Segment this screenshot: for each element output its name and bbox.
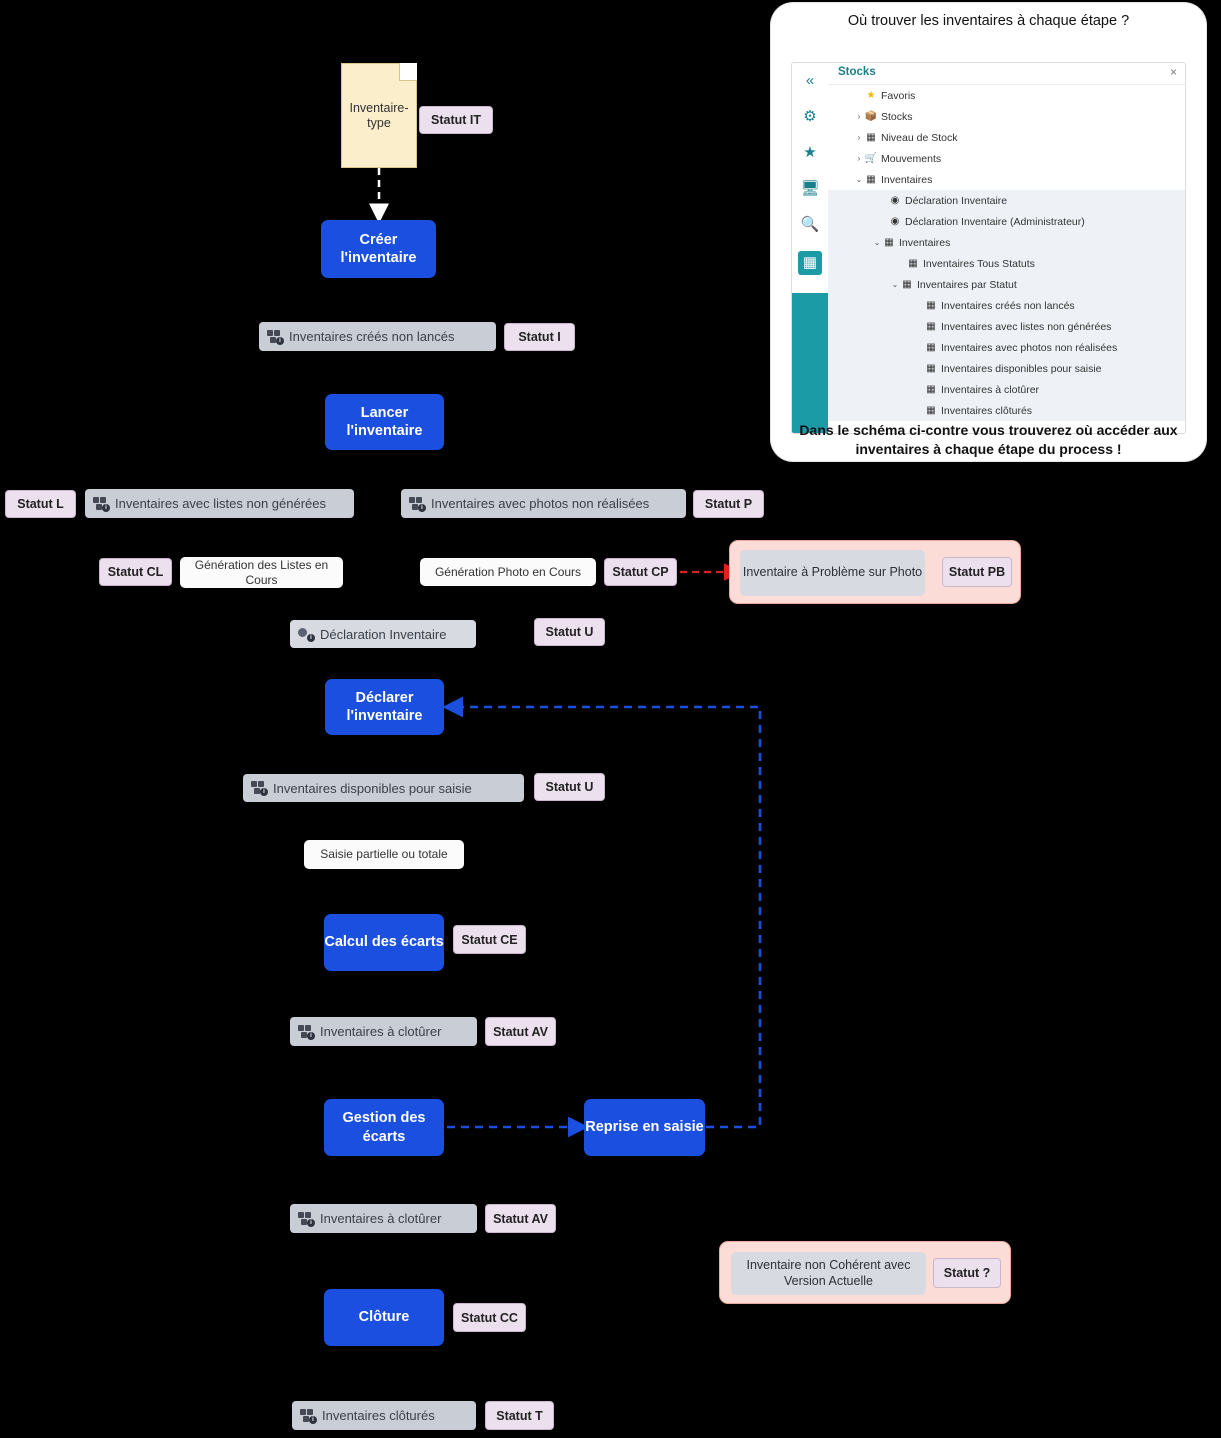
problem-photo-label: Inventaire à Problème sur Photo (742, 565, 923, 580)
gear-icon[interactable]: ⚙ (803, 108, 817, 125)
task-generation-photo (420, 558, 596, 586)
tree-item-label: Niveau de Stock (881, 131, 958, 144)
menu-label: Inventaires à clotûrer (320, 1211, 442, 1226)
close-icon[interactable]: × (1169, 65, 1177, 79)
rail-highlight (792, 293, 828, 433)
statut-cl (99, 558, 172, 586)
statut-it-label: Statut IT (431, 113, 481, 127)
step-reprise-en-saisie[interactable] (584, 1099, 705, 1156)
search-icon[interactable]: 🔍 (800, 216, 820, 233)
menu-label: Inventaires créés non lancés (289, 329, 455, 344)
menu-label: Inventaires à clotûrer (320, 1024, 442, 1039)
tree-item-photos-non-realisees[interactable] (828, 337, 1185, 358)
problem-coherence-group (719, 1241, 1011, 1304)
statut-u-1-label: Statut U (545, 625, 594, 639)
step-gestion-ecarts-label: Gestion des écarts (342, 1110, 426, 1145)
inventory-icon: i (300, 1409, 316, 1423)
problem-coherence-box (731, 1252, 926, 1295)
step-creer-inventaire[interactable] (321, 220, 436, 278)
inventory-icon: ▦ (926, 384, 936, 395)
statut-cc-label: Statut CC (461, 1310, 518, 1325)
callout-footer: Dans le schéma ci-contre vous trouverez où accéder aux inventaires à chaque étape du process ! (799, 422, 1178, 457)
statut-inconnu (933, 1258, 1001, 1288)
inventory-icon: ▦ (884, 237, 894, 248)
declaration-icon: ◉ (890, 195, 900, 206)
app-title: Stocks (838, 66, 876, 78)
collapse-icon[interactable]: « (805, 72, 815, 89)
statut-av-2-label: Statut AV (493, 1211, 548, 1226)
star-icon[interactable]: ★ (803, 144, 817, 161)
inventory-icon: i (267, 330, 283, 344)
statut-cl-label: Statut CL (107, 565, 164, 579)
menu-label: Inventaires avec photos non réalisées (431, 496, 650, 511)
task-generation-listes-label: Génération des Listes en Cours (194, 558, 329, 587)
step-gestion-ecarts[interactable] (324, 1099, 444, 1156)
tree-item-label: Inventaires (899, 236, 951, 249)
task-saisie-partielle-label: Saisie partielle ou totale (320, 847, 448, 862)
tree-item-label: Inventaires (881, 173, 933, 186)
step-declarer-inventaire-label: Déclarer l'inventaire (346, 689, 423, 724)
tree-item-label: Déclaration Inventaire (Administrateur) (905, 215, 1085, 228)
inventory-icon: i (251, 781, 267, 795)
tree-item-label: Inventaires disponibles pour saisie (941, 362, 1102, 375)
menu-inventaires-clotures[interactable] (292, 1401, 476, 1430)
statut-u-2 (534, 773, 605, 801)
tree-item-label: Inventaires à clotûrer (941, 383, 1040, 396)
tree-item-crees-non-lances[interactable] (828, 295, 1185, 316)
tree-item-stocks[interactable] (828, 106, 1185, 127)
chevron-right-icon[interactable]: › (857, 133, 861, 142)
stock-icon[interactable]: ▦ (798, 251, 822, 275)
statut-u-2-label: Statut U (545, 780, 594, 794)
problem-coherence-label: Inventaire non Cohérent avec Version Actuelle (746, 1257, 911, 1288)
step-cloture[interactable] (324, 1289, 444, 1346)
tree-item-label: Favoris (881, 89, 916, 102)
declaration-icon: ◉ (890, 216, 900, 227)
chevron-down-icon[interactable]: ⌄ (873, 238, 881, 247)
tree-item-niveau-de-stock[interactable] (828, 127, 1185, 148)
menu-inventaires-listes-non-generees[interactable] (85, 489, 354, 518)
tree-item-label: Mouvements (881, 152, 942, 165)
inventory-icon: ▦ (926, 342, 936, 353)
statut-l (5, 490, 76, 518)
statut-i (504, 323, 575, 351)
statut-l-label: Statut L (17, 497, 64, 511)
star-icon: ★ (866, 90, 876, 101)
menu-inventaires-a-cloturer-1[interactable] (290, 1017, 477, 1046)
problem-photo-group (729, 540, 1021, 604)
inventory-icon: i (93, 497, 109, 511)
note-label: Inventaire-type (349, 100, 409, 130)
statut-p-label: Statut P (704, 497, 753, 511)
chevron-right-icon[interactable]: › (857, 154, 861, 163)
menu-label: Inventaires disponibles pour saisie (273, 780, 472, 796)
monitor-icon[interactable]: 🖥 (800, 180, 820, 197)
declaration-icon: i (298, 627, 314, 641)
tree-item-label: Inventaires créés non lancés (941, 299, 1075, 312)
note-inventaire-type (341, 63, 417, 168)
tree-item-label: Stocks (881, 110, 913, 123)
statut-t-label: Statut T (496, 1408, 543, 1423)
inventory-icon: ▦ (908, 258, 918, 269)
chevron-down-icon[interactable]: ⌄ (891, 280, 899, 289)
statut-cc (453, 1303, 526, 1332)
statut-av-1 (485, 1017, 556, 1046)
statut-i-label: Statut I (518, 330, 561, 344)
statut-inconnu-label: Statut ? (943, 1266, 991, 1280)
inventory-icon: ▦ (926, 405, 936, 416)
stocks-screenshot (791, 62, 1186, 434)
statut-p (693, 490, 764, 518)
callout-title: Où trouver les inventaires à chaque étape ? (847, 13, 1130, 29)
menu-label: Inventaires avec listes non générées (115, 496, 327, 511)
statut-it (419, 106, 493, 134)
statut-av-1-label: Statut AV (493, 1024, 548, 1039)
task-generation-photo-label: Génération Photo en Cours (434, 564, 582, 579)
cart-icon: 🛒 (864, 153, 878, 164)
step-calcul-ecarts[interactable] (324, 914, 444, 971)
menu-inventaires-disponibles-saisie[interactable] (243, 774, 524, 802)
statut-pb-label: Statut PB (948, 565, 1006, 579)
tree-item-declaration-inventaire-admin[interactable] (828, 211, 1185, 232)
step-lancer-inventaire-label: Lancer l'inventaire (346, 404, 423, 439)
inventory-icon: ▦ (902, 279, 912, 290)
step-reprise-en-saisie-label: Reprise en saisie (585, 1119, 704, 1136)
navigation-tree (828, 85, 1185, 433)
task-generation-listes (180, 557, 343, 588)
tree-item-label: Déclaration Inventaire (905, 194, 1008, 207)
statut-t (485, 1401, 554, 1430)
stock-icon: ▦ (866, 132, 876, 143)
tree-item-label: Inventaires Tous Statuts (923, 257, 1035, 270)
inventory-icon: i (298, 1025, 314, 1039)
statut-cp (604, 558, 677, 586)
tree-item-disponibles-pour-saisie[interactable] (828, 358, 1185, 379)
tree-item-label: Inventaires clôturés (941, 404, 1033, 417)
tree-item-label: Inventaires avec listes non générées (941, 320, 1112, 333)
tree-item-a-cloturer[interactable] (828, 379, 1185, 400)
inventory-icon: i (298, 1212, 314, 1226)
step-lancer-inventaire[interactable] (325, 394, 444, 450)
statut-cp-label: Statut CP (612, 565, 669, 579)
statut-av-2 (485, 1204, 556, 1233)
inventory-icon: ▦ (926, 363, 936, 374)
statut-pb (942, 557, 1012, 587)
menu-inventaires-crees-non-lances[interactable] (259, 322, 496, 351)
statut-ce (453, 925, 526, 954)
problem-photo-box (740, 550, 925, 596)
menu-inventaires-photos-non-realisees[interactable] (401, 489, 686, 518)
tree-item-label: Inventaires avec photos non réalisées (941, 341, 1118, 354)
tree-item-inventaires[interactable] (828, 169, 1185, 190)
tree-item-inventaires-sub[interactable] (828, 232, 1185, 253)
menu-inventaires-a-cloturer-2[interactable] (290, 1204, 477, 1233)
tree-item-mouvements[interactable] (828, 148, 1185, 169)
step-creer-inventaire-label: Créer l'inventaire (340, 231, 417, 266)
step-declarer-inventaire[interactable] (325, 679, 444, 735)
tree-item-inventaires-tous-statuts[interactable] (828, 253, 1185, 274)
step-cloture-label: Clôture (358, 1309, 410, 1326)
menu-declaration-inventaire[interactable] (290, 620, 476, 648)
tree-item-declaration-inventaire[interactable] (828, 190, 1185, 211)
callout-panel (771, 3, 1206, 461)
note-fold (399, 63, 417, 81)
inventory-icon: ▦ (926, 321, 936, 332)
inventory-icon: ▦ (866, 174, 876, 185)
chevron-down-icon[interactable]: ⌄ (855, 175, 863, 184)
task-saisie-partielle (304, 840, 464, 869)
step-calcul-ecarts-label: Calcul des écarts (324, 934, 444, 951)
menu-label: Déclaration Inventaire (320, 626, 447, 642)
chevron-right-icon[interactable]: › (857, 112, 861, 121)
statut-ce-label: Statut CE (461, 932, 518, 947)
inventory-icon: i (409, 497, 425, 511)
statut-u-1 (534, 618, 605, 646)
screenshot-header (828, 63, 1185, 85)
tree-item-inventaires-par-statut[interactable] (828, 274, 1185, 295)
tree-item-listes-non-generees[interactable] (828, 316, 1185, 337)
screenshot-rail (792, 63, 828, 433)
tree-item-favoris[interactable] (828, 85, 1185, 106)
stock-icon: 📦 (864, 111, 878, 122)
menu-label: Inventaires clôturés (322, 1408, 435, 1423)
inventory-icon: ▦ (926, 300, 936, 311)
tree-item-label: Inventaires par Statut (917, 278, 1017, 291)
